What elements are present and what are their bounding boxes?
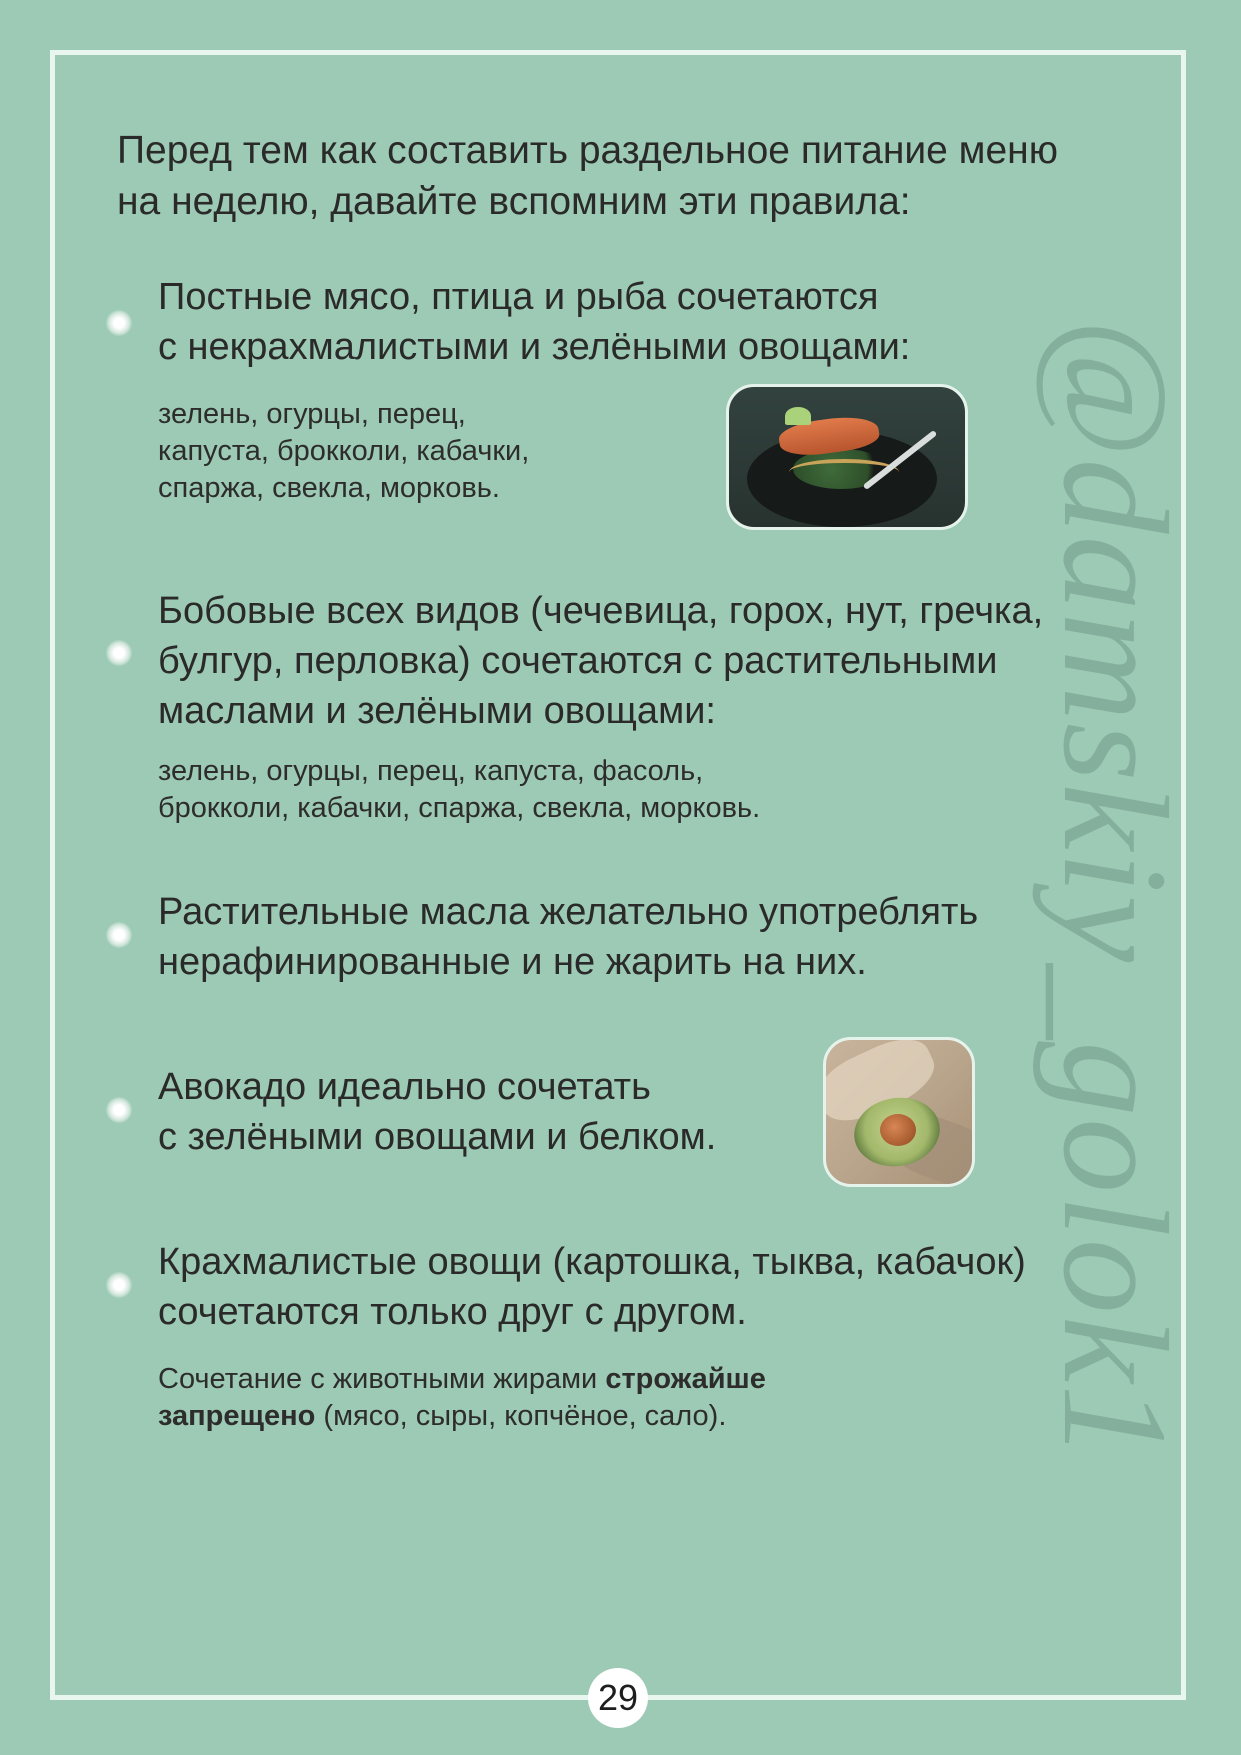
rule-heading-line: Бобовые всех видов (чечевица, горох, нут, гречка, <box>158 590 1044 632</box>
rule-heading <box>158 887 978 987</box>
rule-detail-line: капуста, брокколи, кабачки, <box>158 435 530 467</box>
rule-heading <box>158 272 910 372</box>
rule-heading <box>158 586 1043 736</box>
rule-heading-line: сочетаются только друг с другом. <box>158 1291 747 1333</box>
rule-detail-text: Сочетание с животными жирами <box>158 1363 606 1395</box>
salmon-plate-photo <box>726 384 968 530</box>
rule-heading-line: Авокадо идеально сочетать <box>158 1066 651 1108</box>
rule-heading-line: булгур, перловка) сочетаются с растительными <box>158 640 998 682</box>
rule-heading <box>158 1062 716 1162</box>
rule-detail-line: зелень, огурцы, перец, капуста, фасоль, <box>158 755 704 787</box>
rule-detail-line: спаржа, свекла, морковь. <box>158 472 500 504</box>
bullet-icon <box>106 1097 132 1123</box>
bullet-icon <box>106 640 132 666</box>
avocado-photo <box>823 1037 975 1187</box>
intro-line: на неделю, давайте вспомним эти правила: <box>117 180 911 223</box>
rule-heading-line: Растительные масла желательно употреблять <box>158 891 979 933</box>
rule-heading <box>158 1237 1026 1337</box>
intro-text <box>117 125 1058 227</box>
rule-detail-text: (мясо, сыры, копчёное, сало). <box>315 1400 727 1432</box>
rule-heading-line: нерафинированные и не жарить на них. <box>158 941 867 983</box>
rule-detail <box>158 753 760 827</box>
bullet-icon <box>106 310 132 336</box>
page-number: 29 <box>588 1668 648 1728</box>
bullet-icon <box>106 1272 132 1298</box>
rule-detail <box>158 396 529 507</box>
watermark: @damskiy_golok1 <box>1032 318 1198 1462</box>
rule-heading-line: Постные мясо, птица и рыба сочетаются <box>158 276 879 318</box>
rule-heading-line: маслами и зелёными овощами: <box>158 690 716 732</box>
rule-detail-emphasis: запрещено <box>158 1400 316 1432</box>
rule-detail-emphasis: строжайше <box>605 1363 766 1395</box>
bullet-icon <box>106 922 132 948</box>
rule-detail-line: зелень, огурцы, перец, <box>158 398 466 430</box>
rule-detail-line: брокколи, кабачки, спаржа, свекла, морковь. <box>158 792 761 824</box>
rule-detail <box>158 1361 766 1435</box>
rule-heading-line: с некрахмалистыми и зелёными овощами: <box>158 326 911 368</box>
rule-heading-line: с зелёными овощами и белком. <box>158 1116 717 1158</box>
avocado-pit-shape <box>880 1114 916 1146</box>
intro-line: Перед тем как составить раздельное питание меню <box>117 129 1058 172</box>
rule-heading-line: Крахмалистые овощи (картошка, тыква, кабачок) <box>158 1241 1026 1283</box>
lime-shape <box>785 407 811 425</box>
